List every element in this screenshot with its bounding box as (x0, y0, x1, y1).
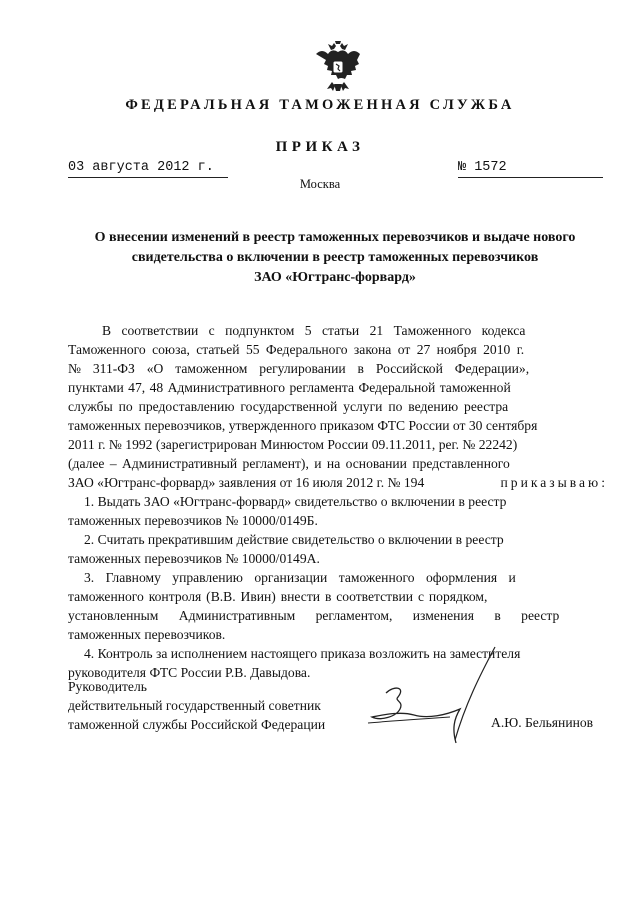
body-line (68, 625, 608, 644)
body-line (68, 587, 608, 606)
signatory-position (68, 677, 325, 734)
body-line (68, 416, 608, 435)
body-line (68, 644, 608, 663)
document-type: ПРИКАЗ (275, 139, 365, 155)
text-line: пунктами 47, 48 Административного регламента Федеральной таможенной (68, 380, 511, 395)
text-line: ЗАО «Югтранс-форвард» заявления от 16 июля 2012 г. № 194 (68, 475, 425, 490)
position-line: таможенной службы Российской Федерации (68, 717, 326, 732)
text-line: (далее – Административный регламент), и на основании представленного (68, 456, 510, 471)
body-line (68, 454, 608, 473)
body-line (68, 359, 608, 378)
body-line (68, 473, 608, 492)
body-line (68, 321, 608, 340)
text-line: таможенных перевозчиков № 10000/0149А. (68, 551, 320, 566)
subject-line: свидетельства о включении в реестр таможенных перевозчиков (131, 250, 539, 265)
body-line (68, 568, 608, 587)
text-line: руководителя ФТС России Р.В. Давыдова. (68, 665, 311, 680)
order-number: № 1572 (458, 159, 603, 178)
order-body (68, 321, 608, 682)
position-line: действительный государственный советник (68, 698, 321, 713)
body-line (68, 340, 608, 359)
text-line: 3. Главному управлению организации таможенного оформления и (84, 570, 516, 585)
signatory-name: А.Ю. Бельянинов (491, 715, 594, 730)
text-line: службы по предоставлению государственной услуги по ведению реестра (68, 399, 509, 414)
body-line (68, 378, 608, 397)
order-date: 03 августа 2012 г. (68, 159, 228, 178)
text-line: таможенных перевозчиков. (68, 627, 226, 642)
body-line (68, 606, 608, 625)
text-line: таможенного контроля (В.В. Ивин) внести в соответствии с порядком, (68, 589, 488, 604)
position-line: Руководитель (68, 679, 147, 694)
text-line: В соответствии с подпунктом 5 статьи 21 Таможенного кодекса (102, 323, 526, 338)
handwritten-signature (360, 645, 500, 765)
body-line (68, 492, 608, 511)
text-line: № 311-ФЗ «О таможенном регулировании в Российской Федерации», (68, 361, 530, 376)
body-line (68, 511, 608, 530)
text-line: 4. Контроль за исполнением настоящего приказа возложить на заместителя (84, 646, 521, 661)
text-line: Таможенного союза, статьей 55 Федерального закона от 27 ноября 2010 г. (68, 342, 525, 357)
text-line: таможенных перевозчиков, утвержденного приказом ФТС России от 30 сентября (68, 418, 538, 433)
agency-name: ФЕДЕРАЛЬНАЯ ТАМОЖЕННАЯ СЛУЖБА (125, 97, 515, 113)
text-line: установленным Административным регламентом, изменения в реестр (68, 608, 560, 623)
subject-line: ЗАО «Югтранс-форвард» (254, 270, 416, 285)
body-line (68, 397, 608, 416)
russian-coat-of-arms-icon (314, 40, 362, 92)
text-line: 2011 г. № 1992 (зарегистрирован Минюстом России 09.11.2011, рег. № 22242) (68, 437, 518, 452)
subject-line: О внесении изменений в реестр таможенных перевозчиков и выдаче нового (94, 230, 576, 245)
text-line: 2. Считать прекратившим действие свидетельство о включении в реестр (84, 532, 504, 547)
body-line (68, 549, 608, 568)
body-line (68, 435, 608, 454)
order-word: приказываю: (500, 475, 608, 490)
city: Москва (299, 177, 341, 191)
text-line: таможенных перевозчиков № 10000/0149Б. (68, 513, 318, 528)
body-line (68, 530, 608, 549)
order-subject (70, 228, 600, 288)
text-line: 1. Выдать ЗАО «Югтранс-форвард» свидетельство о включении в реестр (84, 494, 507, 509)
